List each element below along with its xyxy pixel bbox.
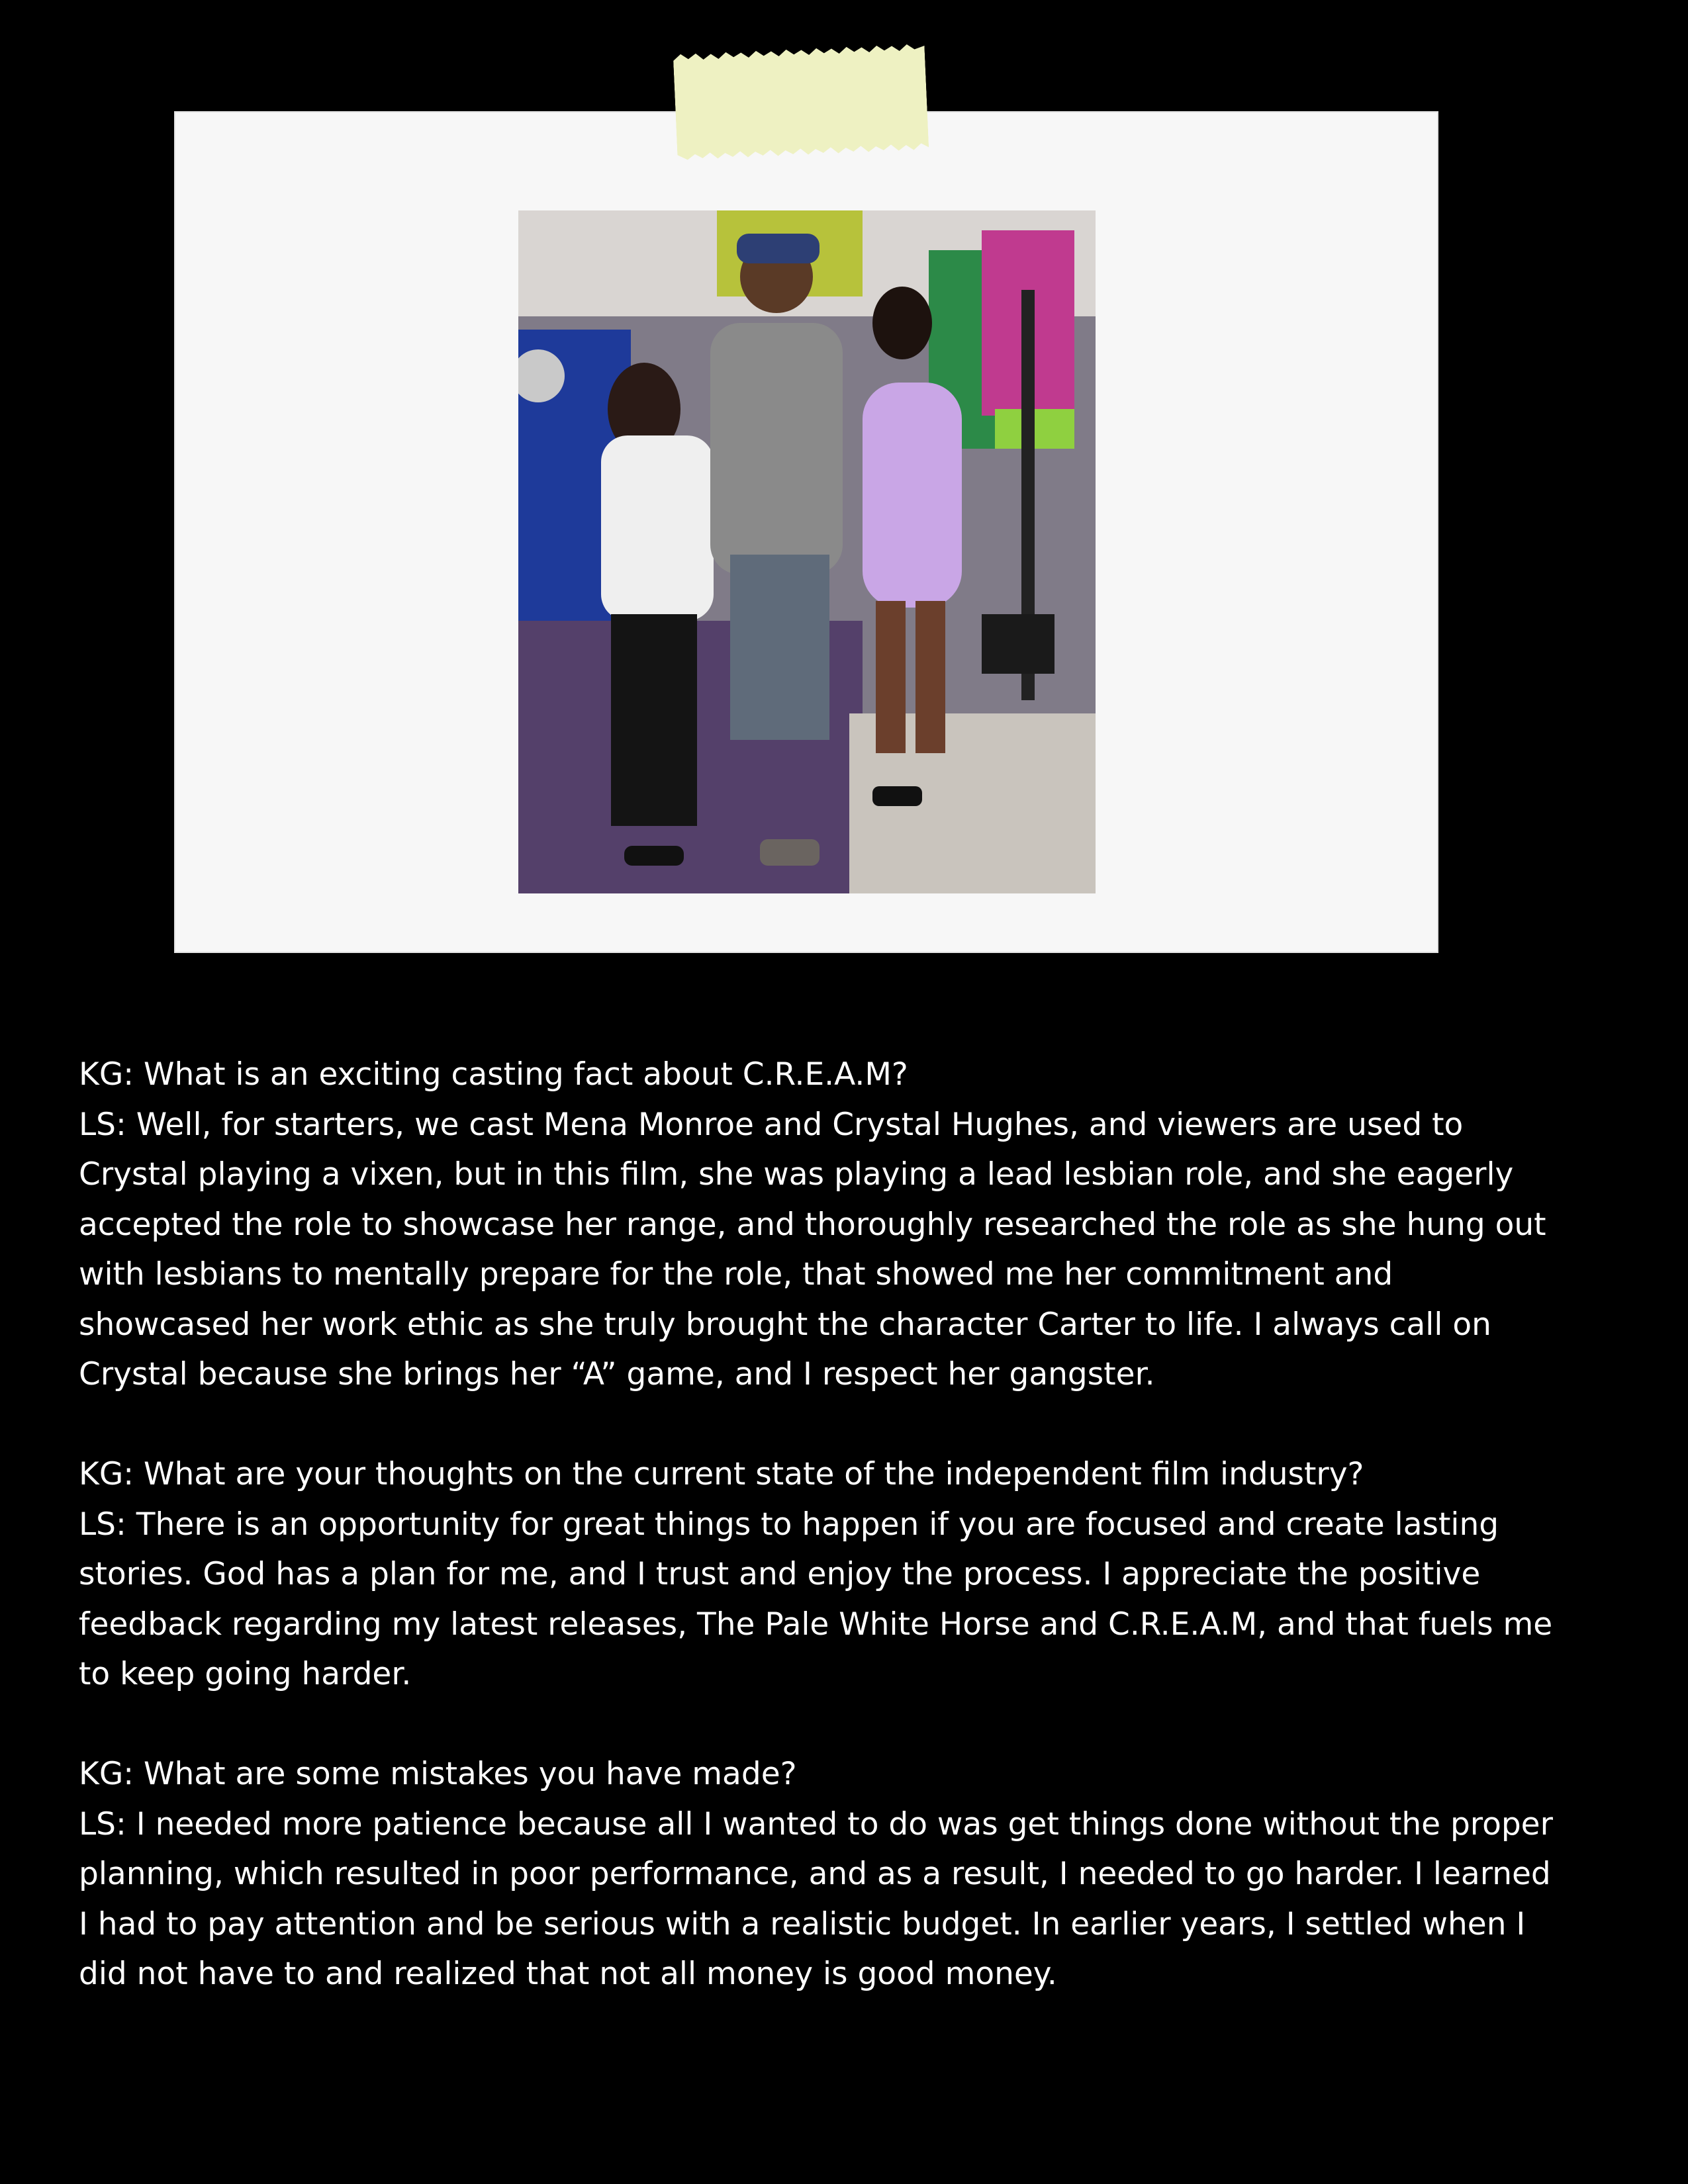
answer-line: with lesbians to mentally prepare for the role, that showed me her commitment and <box>79 1256 1393 1293</box>
answer-line: LS: There is an opportunity for great things to happen if you are focused and create lasting <box>79 1506 1499 1543</box>
answer-line: I had to pay attention and be serious with a realistic budget. In earlier years, I settled when I <box>79 1905 1526 1942</box>
answer-line: accepted the role to showcase her range, and thoroughly researched the role as she hung out <box>79 1206 1546 1243</box>
answer-line: to keep going harder. <box>79 1656 412 1692</box>
answer-line: stories. God has a plan for me, and I trust and enjoy the process. I appreciate the positive <box>79 1556 1481 1592</box>
answer-line: Crystal playing a vixen, but in this film, she was playing a lead lesbian role, and she eagerly <box>79 1156 1514 1193</box>
photo-card <box>174 111 1438 953</box>
qa-block <box>79 1749 1621 1999</box>
cast-photo <box>518 210 1096 893</box>
question-text: KG: What are your thoughts on the current state of the independent film industry? <box>79 1456 1364 1492</box>
answer-line: LS: Well, for starters, we cast Mena Monroe and Crystal Hughes, and viewers are used to <box>79 1106 1464 1143</box>
cast-photo-illustration <box>518 210 1096 893</box>
answer-line: planning, which resulted in poor performance, and as a result, I needed to go harder. I learned <box>79 1856 1551 1892</box>
qa-block <box>79 1449 1621 1700</box>
qa-block <box>79 1050 1621 1400</box>
answer-line: Crystal because she brings her “A” game, and I respect her gangster. <box>79 1356 1155 1392</box>
answer-line: LS: I needed more patience because all I wanted to do was get things done without the proper <box>79 1805 1553 1843</box>
answer-line: feedback regarding my latest releases, The Pale White Horse and C.R.E.A.M, and that fuels me <box>79 1606 1553 1643</box>
question-text: KG: What is an exciting casting fact about C.R.E.A.M? <box>79 1056 908 1093</box>
question-text: KG: What are some mistakes you have made? <box>79 1756 797 1792</box>
answer-line: showcased her work ethic as she truly brought the character Carter to life. I always call on <box>79 1306 1491 1343</box>
masking-tape <box>673 44 929 160</box>
answer-line: did not have to and realized that not all money is good money. <box>79 1956 1057 1992</box>
interview-article <box>79 1050 1621 2049</box>
